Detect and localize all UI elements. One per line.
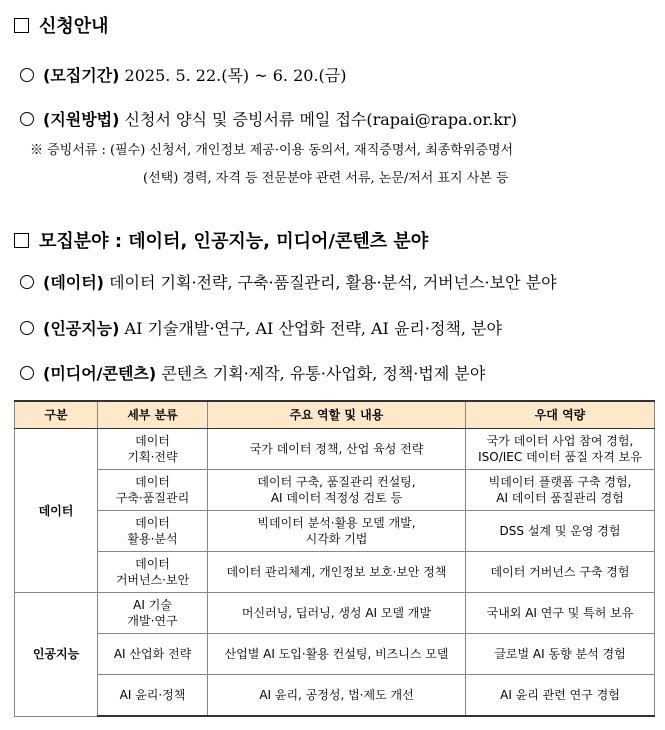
role-cell: 데이터 관리체계, 개인정보 보호·보안 정책 [208, 552, 466, 593]
table-row [15, 511, 655, 552]
sub-cell: 데이터 거버넌스·보안 [98, 552, 208, 593]
pref-cell: 글로벌 AI 동향 분석 경험 [466, 634, 655, 675]
category-cell: 데이터 [15, 429, 98, 593]
pref-cell: 국내외 AI 연구 및 특허 보유 [466, 593, 655, 634]
table-row [15, 429, 655, 470]
circle-bullet-icon [20, 112, 34, 126]
circle-bullet-icon [20, 366, 34, 380]
section-heading-fields [14, 227, 428, 253]
category-cell: 인공지능 [15, 593, 98, 717]
role-cell: 머신러닝, 딥러닝, 생성 AI 모델 개발 [208, 593, 466, 634]
field-label: (인공지능) [43, 319, 120, 338]
docs-required: ※ 증빙서류 : (필수) 신청서, 개인정보 제공·이용 동의서, 재직증명서, 최종학위증명서 [30, 143, 514, 158]
table-header-row [15, 401, 655, 429]
field-item [20, 361, 485, 384]
method-line [20, 107, 517, 130]
role-cell: 국가 데이터 정책, 산업 육성 전략 [208, 429, 466, 470]
period-line [20, 63, 347, 86]
circle-bullet-icon [20, 321, 34, 335]
pref-cell: AI 윤리 관련 연구 경험 [466, 675, 655, 717]
table-row [15, 470, 655, 511]
field-text: 콘텐츠 기획·제작, 유통·사업화, 정책·법제 분야 [161, 364, 486, 383]
table-row [15, 634, 655, 675]
field-text: 데이터 기획·전략, 구축·품질관리, 활용·분석, 거버넌스·보안 분야 [109, 273, 557, 292]
role-cell: 산업별 AI 도입·활용 컨설팅, 비즈니스 모델 [208, 634, 466, 675]
docs-optional: (선택) 경력, 자격 등 전문분야 관련 서류, 논문/저서 표지 사본 등 [143, 171, 509, 186]
field-label: (미디어/콘텐츠) [43, 364, 157, 383]
pref-cell: 데이터 거버넌스 구축 경험 [466, 552, 655, 593]
pref-cell: 국가 데이터 사업 참여 경험, ISO/IEC 데이터 품질 자격 보유 [466, 429, 655, 470]
checkbox-square-icon [14, 18, 29, 33]
table-row [15, 675, 655, 717]
sub-cell: 데이터 활용·분석 [98, 511, 208, 552]
table-row [15, 552, 655, 593]
role-cell: 데이터 구축, 품질관리 컨설팅, AI 데이터 적정성 검토 등 [208, 470, 466, 511]
pref-cell: 빅데이터 플랫폼 구축 경험, AI 데이터 품질관리 경험 [466, 470, 655, 511]
field-text: AI 기술개발·연구, AI 산업화 전략, AI 윤리·정책, 분야 [124, 319, 502, 338]
circle-bullet-icon [20, 68, 34, 82]
sub-cell: AI 기술 개발·연구 [98, 593, 208, 634]
section-title: 모집분야 : 데이터, 인공지능, 미디어/콘텐츠 분야 [39, 231, 429, 252]
header-category: 구분 [15, 401, 98, 429]
role-cell: 빅데이터 분석·활용 모델 개발, 시각화 기법 [208, 511, 466, 552]
role-cell: AI 윤리, 공정성, 법·제도 개선 [208, 675, 466, 717]
period-value: 2025. 5. 22.(목) ~ 6. 20.(금) [124, 66, 347, 85]
period-label: (모집기간) [43, 66, 120, 85]
header-preference: 우대 역량 [466, 401, 655, 429]
field-item [20, 270, 557, 293]
circle-bullet-icon [20, 275, 34, 289]
section-title: 신청안내 [39, 16, 109, 37]
recruitment-table [14, 400, 655, 717]
sub-cell: AI 산업화 전략 [98, 634, 208, 675]
sub-cell: AI 윤리·정책 [98, 675, 208, 717]
method-label: (지원방법) [43, 110, 120, 129]
header-subcategory: 세부 분류 [98, 401, 208, 429]
sub-cell: 데이터 기획·전략 [98, 429, 208, 470]
checkbox-square-icon [14, 233, 29, 248]
header-role: 주요 역할 및 내용 [208, 401, 466, 429]
section-heading-application [14, 12, 109, 38]
field-item [20, 316, 502, 339]
method-value: 신청서 양식 및 증빙서류 메일 접수(rapai@rapa.or.kr) [124, 110, 517, 129]
field-label: (데이터) [43, 273, 104, 292]
pref-cell: DSS 설계 및 운영 경험 [466, 511, 655, 552]
table-row [15, 593, 655, 634]
sub-cell: 데이터 구축·품질관리 [98, 470, 208, 511]
